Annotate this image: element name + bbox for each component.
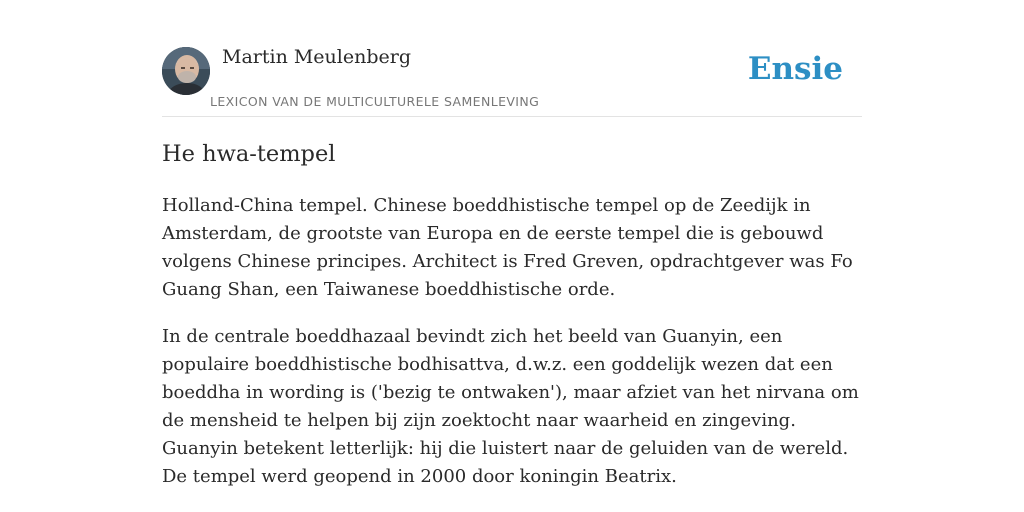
article-card [162, 0, 862, 487]
article-header [162, 0, 862, 117]
article-body [162, 192, 862, 510]
author-avatar[interactable] [162, 47, 210, 95]
brand-logo[interactable]: Ensie [747, 51, 843, 87]
article-title: He hwa-tempel [162, 141, 336, 167]
author-name[interactable]: Martin Meulenberg [222, 46, 411, 68]
avatar-photo [162, 47, 210, 95]
article-paragraph: Holland-China tempel. Chinese boeddhistische tempel op de Zeedijk in Amsterdam, de grootste van Europa en de eerste tempel die is gebouwd volgens Chinese principes. Architect is Fred Greven, opdrachtgever was Fo Guang Shan, een Taiwanese boeddhistische orde. [162, 195, 853, 300]
article-paragraph: In de centrale boeddhazaal bevindt zich het beeld van Guanyin, een populaire boeddhistische bodhisattva, d.w.z. een goddelijk wezen dat een boeddha in wording is ('bezig te ontwaken'), maar afziet van het nirvana om de mensheid te helpen bij zijn zoektocht naar waarheid en zingeving. Guanyin betekent letterlijk: hij die luistert naar de geluiden van de wereld. De tempel werd geopend in 2000 door koningin Beatrix. [162, 326, 859, 487]
publication-name[interactable]: LEXICON VAN DE MULTICULTURELE SAMENLEVING [210, 94, 540, 109]
